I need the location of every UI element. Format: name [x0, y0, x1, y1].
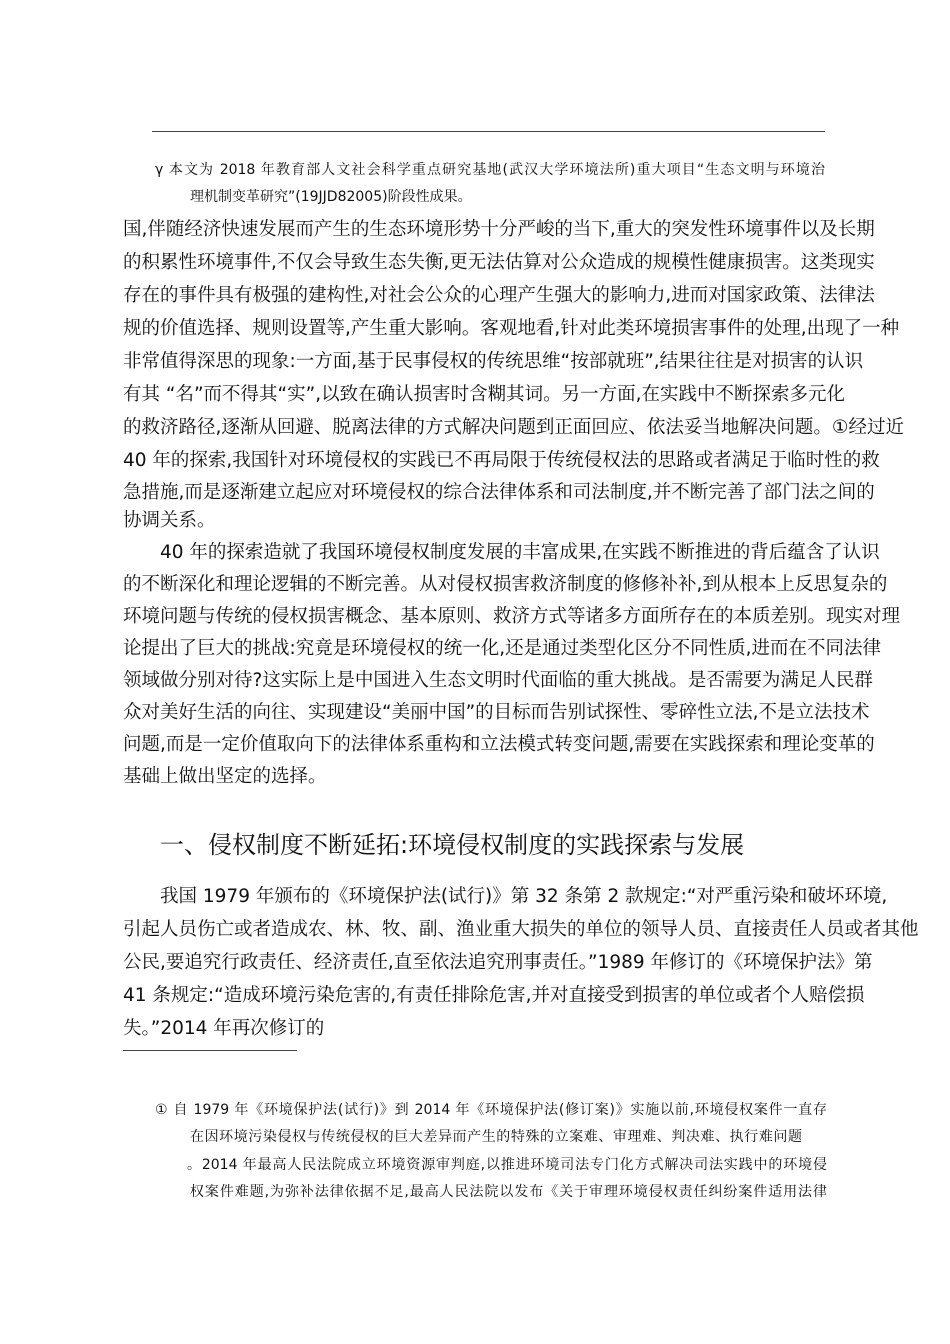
footnote-rule [123, 1050, 297, 1051]
body-line: 环境问题与传统的侵权损害概念、基本原则、救济方式等诸多方面所存在的本质差别。现实对理 [123, 606, 901, 627]
body-line: 的积累性环境事件,不仅会导致生态失衡,更无法估算对公众造成的规模性健康损害。这类现实 [123, 252, 875, 273]
header-note-line: γ 本文为 2018 年教育部人文社会科学重点研究基地(武汉大学环境法所)重大项目“生态文明与环境治 [155, 162, 825, 178]
footnote-line: 。2014 年最高人民法院成立环境资源审判庭,以推进环境司法专门化方式解决司法实践中的环境侵 [187, 1157, 827, 1173]
body-line: 非常值得深思的现象:一方面,基于民事侵权的传统思维“按部就班”,结果往往是对损害的认识 [123, 351, 864, 372]
body-line: 的救济路径,逐渐从回避、脱离法律的方式解决问题到正面回应、依法妥当地解决问题。①经过近 [123, 417, 904, 438]
body-line: 我国 1979 年颁布的《环境保护法(试行)》第 32 条第 2 款规定:“对严重污染和破坏环境, [160, 886, 888, 907]
body-line: 众对美好生活的向往、实现建设“美丽中国”的目标而告别试探性、零碎性立法,不是立法技术 [123, 702, 870, 723]
body-line: 失。”2014 年再次修订的 [123, 1018, 325, 1039]
body-line: 论提出了巨大的挑战:究竟是环境侵权的统一化,还是通过类型化区分不同性质,进而在不同法律 [123, 638, 881, 659]
body-line: 国,伴随经济快速发展而产生的生态环境形势十分严峻的当下,重大的突发性环境事件以及长期 [123, 219, 875, 240]
section-heading: 一、侵权制度不断延拓:环境侵权制度的实践探索与发展 [160, 831, 745, 859]
body-line: 问题,而是一定价值取向下的法律体系重构和立法模式转变问题,需要在实践探索和理论变革的 [123, 734, 875, 755]
body-line: 公民,要追究行政责任、经济责任,直至依法追究刑事责任。”1989 年修订的《环境保护法》第 [123, 952, 873, 973]
body-line: 40 年的探索,我国针对环境侵权的实践已不再局限于传统侵权法的思路或者满足于临时性的救 [123, 450, 880, 471]
body-line: 领域做分别对待?这实际上是中国进入生态文明时代面临的重大挑战。是否需要为满足人民群 [123, 670, 873, 691]
header-note-line: 理机制变革研究”(19JJD82005)阶段性成果。 [190, 189, 472, 205]
top-rule [152, 131, 825, 132]
body-line: 有其 “名”而不得其“实”,以致在确认损害时含糊其词。另一方面,在实践中不断探索多元化 [123, 384, 845, 405]
body-line: 基础上做出坚定的选择。 [123, 766, 327, 787]
body-line: 41 条规定:“造成环境污染危害的,有责任排除危害,并对直接受到损害的单位或者个人赔偿损 [123, 985, 865, 1006]
body-line: 的不断深化和理论逻辑的不断完善。从对侵权损害救济制度的修修补补,到从根本上反思复杂的 [123, 574, 888, 595]
body-line: 40 年的探索造就了我国环境侵权制度发展的丰富成果,在实践不断推进的背后蕴含了认识 [160, 542, 880, 563]
body-line: 存在的事件具有极强的建构性,对社会公众的心理产生强大的影响力,进而对国家政策、法律法 [123, 285, 875, 306]
body-line: 规的价值选择、规则设置等,产生重大影响。客观地看,针对此类环境损害事件的处理,出现了一种 [123, 318, 900, 339]
body-line: 引起人员伤亡或者造成农、林、牧、副、渔业重大损失的单位的领导人员、直接责任人员或者其他 [123, 919, 919, 940]
body-line: 协调关系。 [123, 510, 216, 531]
footnote-line: 在因环境污染侵权与传统侵权的巨大差异而产生的特殊的立案难、审理难、判决难、执行难问题 [190, 1129, 802, 1145]
body-line: 急措施,而是逐渐建立起应对环境侵权的综合法律体系和司法制度,并不断完善了部门法之间的 [123, 482, 875, 503]
footnote-line: ① 自 1979 年《环境保护法(试行)》到 2014 年《环境保护法(修订案)》实施以前,环境侵权案件一直存 [155, 1102, 827, 1118]
footnote-line: 权案件难题,为弥补法律依据不足,最高人民法院以发布《关于审理环境侵权责任纠纷案件适用法律 [190, 1184, 827, 1200]
